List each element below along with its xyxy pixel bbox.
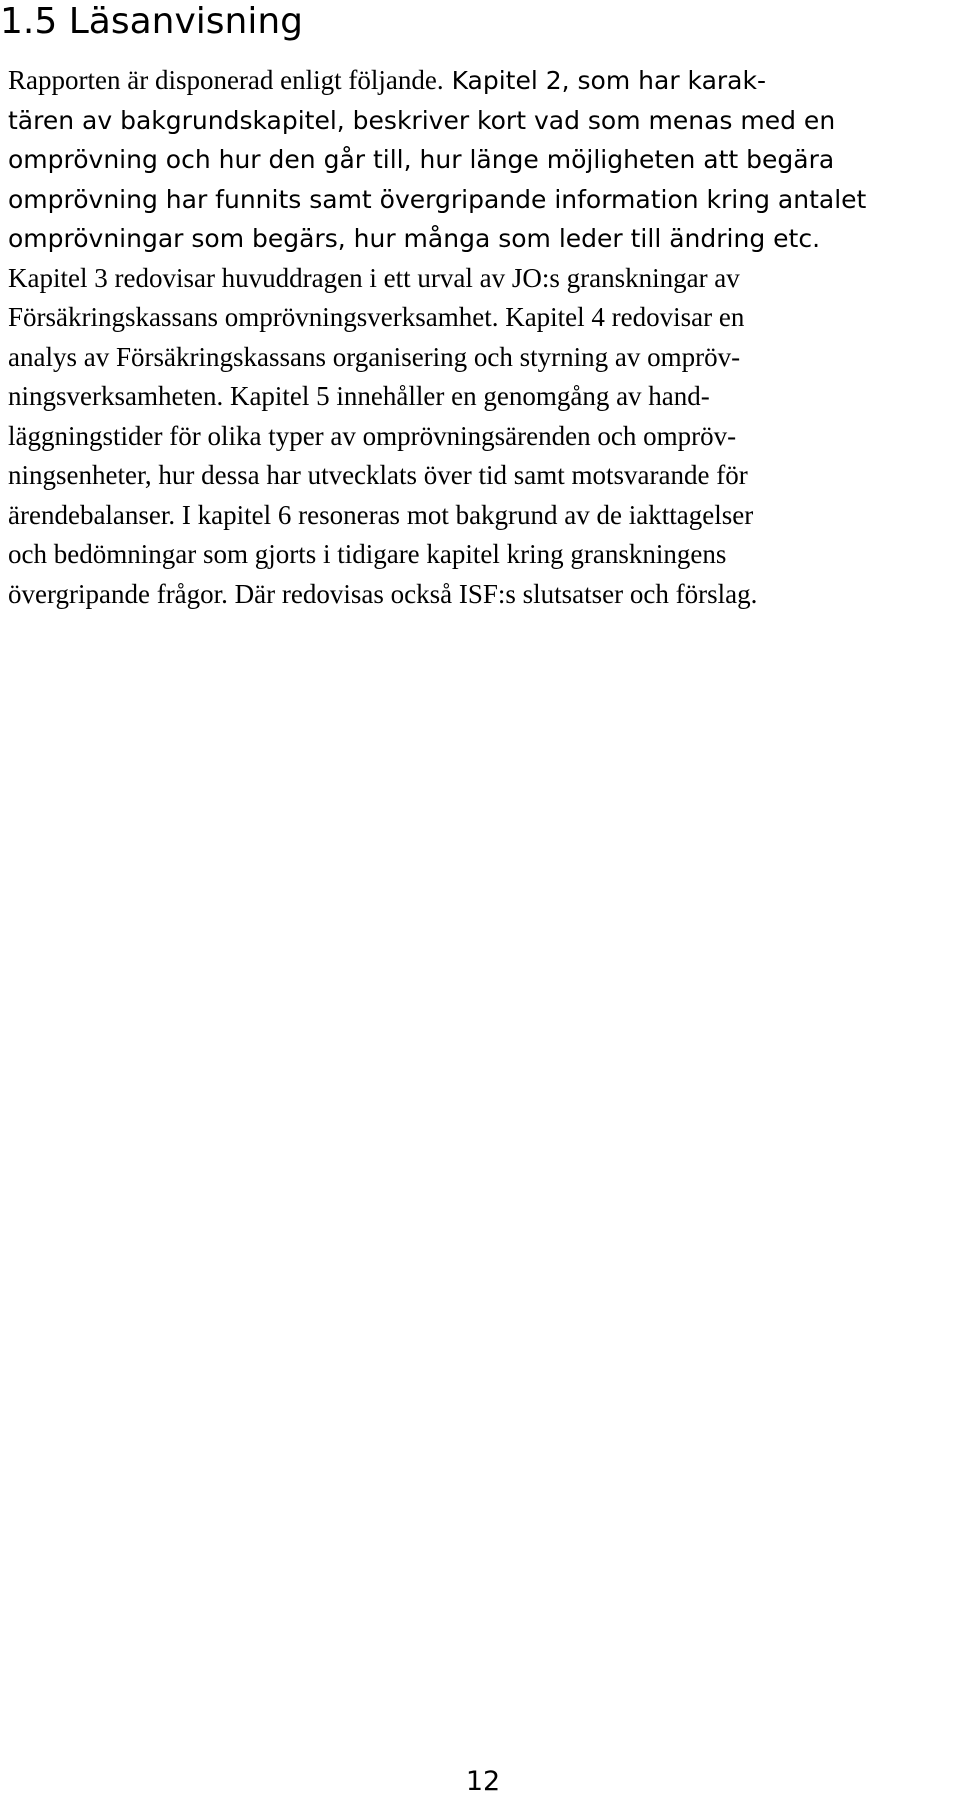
paragraph-line: [8, 61, 960, 101]
paragraph-line: ningsenheter, hur dessa har utvecklats över tid samt motsvarande för: [8, 460, 748, 490]
paragraph-line: läggningstider för olika typer av omprövningsärenden och ompröv-: [8, 420, 737, 451]
paragraph-line: omprövning och hur den går till, hur länge möjligheten att begära: [8, 145, 835, 174]
paragraph-line: ärendebalanser. I kapitel 6 resoneras mot bakgrund av de iakttagelser: [8, 499, 754, 530]
line-text: Rapporten är disponerad enligt följande.: [8, 65, 444, 95]
paragraph-line: tären av bakgrundskapitel, beskriver kort vad som menas med en: [8, 105, 836, 135]
line-text: Kapitel 2, som har karak-: [443, 66, 767, 95]
paragraph-line: Försäkringskassans omprövningsverksamhet. Kapitel 4 redovisar en: [8, 302, 745, 332]
paragraph-line: och bedömningar som gjorts i tidigare kapitel kring granskningens: [8, 539, 727, 569]
paragraph-line: Kapitel 3 redovisar huvuddragen i ett urval av JO:s granskningar av: [8, 262, 740, 293]
page-number: 12: [465, 1766, 501, 1797]
paragraph-line: övergripande frågor. Där redovisas också ISF:s slutsatser och förslag.: [8, 578, 758, 609]
body-paragraph: [8, 61, 960, 614]
paragraph-line: analys av Försäkringskassans organisering och styrning av ompröv-: [8, 341, 741, 372]
paragraph-line: omprövningar som begärs, hur många som leder till ändring etc.: [8, 224, 821, 253]
paragraph-line: omprövning har funnits samt övergripande information kring antalet: [8, 184, 867, 214]
paragraph-line: ningsverksamheten. Kapitel 5 innehåller en genomgång av hand-: [8, 381, 710, 411]
section-heading: 1.5 Läsanvisning: [0, 1, 303, 42]
